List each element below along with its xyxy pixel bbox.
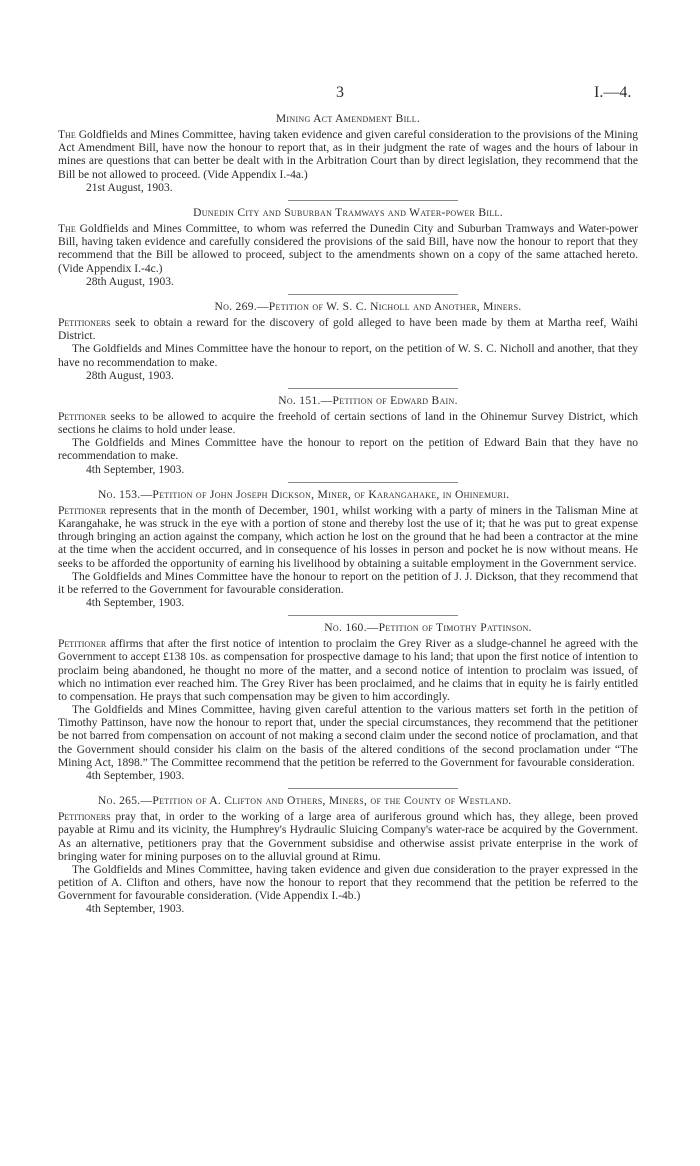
divider <box>288 615 458 616</box>
section-date: 4th September, 1903. <box>86 597 185 609</box>
section-date: 4th September, 1903. <box>86 769 185 782</box>
section-petition-265 <box>58 795 638 916</box>
divider <box>288 482 458 483</box>
paragraph-text: pray that, in order to the working of a large area of auriferous ground which has, they allege, been proved payable at Rimu and its vicinity, the Humphrey's Hydraulic Sluicing Company's water-race be acquired by the Government. As an alternative, petitioners pray that the Government subsidise and otherwise assist private enterprise in the work of bringing water for mining purposes on to the alluvial ground at Rimu. <box>58 811 638 863</box>
lead-word: Petitioner <box>58 410 107 423</box>
paragraph-text: Goldfields and Mines Committee, to whom was referred the Dunedin City and Suburban Tramways and Water-power Bill, having taken evidence and carefully considered the provisions of the said Bill, have now the honour to report that they recommend that the Bill be allowed to proceed, subject to the amendments shown on a copy of the same attached hereto. (Vide Appendix I.-4c.) <box>58 223 638 275</box>
paragraph <box>58 505 638 571</box>
lead-word: Petitioners <box>58 811 111 824</box>
lead-word: Petitioner <box>58 504 107 517</box>
paragraph-text: represents that in the month of December, 1901, whilst working with a party of miners in the Talisman Mine at Karangahake, he was struck in the eye with a portion of stone and thereby lost the use of it; that he was put to great expense through bringing an action against the company, which action he lost on the ground that he had been a contractor at the mine at the time when the accident occurred, and in consequence of his losses in person and pocket he is now without means. He seeks to be afforded the opportunity of earning his livelihood by obtaining a suitable employment in the Government service. <box>58 504 638 570</box>
paper-reference: I.—4. <box>594 84 632 101</box>
committee-report: The Goldfields and Mines Committee have the honour to report on the petition of J. J. Dickson, that they recommend that it be referred to the Government for favourable consideration. <box>58 570 638 596</box>
section-title: Dunedin City and Suburban Tramways and Water-power Bill. <box>193 206 503 219</box>
divider <box>288 294 458 295</box>
lead-word: The <box>58 223 76 236</box>
paragraph <box>58 223 638 276</box>
section-mining-act <box>58 113 638 201</box>
section-date: 4th September, 1903. <box>86 903 185 916</box>
section-title: No. 153.—Petition of John Joseph Dickson, Miner, of Karangahake, in Ohinemuri. <box>98 488 510 501</box>
paragraph <box>58 811 638 864</box>
paragraph-text: Goldfields and Mines Committee, having taken evidence and given careful consideration to the provisions of the Mining Act Amendment Bill, have now the honour to report that, as in their judgment the rate of wages and the hours of labour in mines are questions that can better be dealt with in the Arbitration Court than by direct legislation, they recommend that the Bill be not allowed to proceed. (Vide Appendix I.-4a.) <box>58 129 638 181</box>
paragraph-text: affirms that after the first notice of intention to proclaim the Grey River as a sludge-channel he agreed with the Government to accept £138 10s. as compensation for prospective damage to his land; that upon the first notice of intention to proclaim being abandoned, he thought no more of the matter, and a second notice of intention to proclaim was issued, of which no intimation ever reached him. The Grey River has been proclaimed, and he claims that in equity he is fairly entitled to compensation. He prays that such compensation may be given to him accordingly. <box>58 638 638 703</box>
section-dunedin-tramways <box>58 207 638 295</box>
paragraph <box>58 638 638 704</box>
paragraph-text: seeks to be allowed to acquire the freehold of certain sections of land in the Ohinemur Survey District, which sections he claims to hold under lease. <box>58 410 638 437</box>
paragraph-text: seek to obtain a reward for the discovery of gold alleged to have been made by them at Martha reef, Waihi District. <box>58 317 638 343</box>
paragraph <box>58 317 638 343</box>
section-date: 21st August, 1903. <box>86 181 173 194</box>
section-petition-151 <box>58 395 638 483</box>
divider <box>288 200 458 201</box>
committee-report: The Goldfields and Mines Committee have the honour to report, on the petition of W. S. C. Nicholl and another, that they have no recommendation to make. <box>58 343 638 369</box>
paragraph <box>58 129 638 182</box>
section-date: 4th September, 1903. <box>86 463 185 476</box>
paragraph <box>58 411 638 437</box>
section-title: No. 269.—Petition of W. S. C. Nicholl and Another, Miners. <box>214 300 522 313</box>
lead-word: The <box>58 129 76 142</box>
lead-word: Petitioner <box>58 638 107 651</box>
section-petition-160 <box>58 622 638 789</box>
section-date: 28th August, 1903. <box>86 275 174 288</box>
section-title: Mining Act Amendment Bill. <box>275 113 421 125</box>
section-petition-269 <box>58 301 638 389</box>
divider <box>288 388 458 389</box>
page-number: 3 <box>336 84 344 101</box>
committee-report: The Goldfields and Mines Committee, having taken evidence and given due consideration to the prayer expressed in the petition of A. Clifton and others, have now the honour to report that they recommend that the petition be referred to the Government for favourable consideration. (Vide Appendix I.-4b.) <box>58 863 638 903</box>
section-date: 28th August, 1903. <box>86 369 174 382</box>
section-petition-153 <box>58 489 638 616</box>
section-title: No. 160.—Petition of Timothy Pattinson. <box>324 622 532 635</box>
committee-report: The Goldfields and Mines Committee, having given careful attention to the various matters set forth in the petition of Timothy Pattinson, have now the honour to report that, under the special circumstances, they recommend that the petitioner be not barred from compensation on account of not making a second claim under the second notice of proclamation, and that the Government should consider his claim on the basis of the altered conditions of the second proclamation under “The Mining Act, 1898.” The Committee recommend that the petition be referred to the Government for favourable consideration. <box>58 704 638 769</box>
section-title: No. 151.—Petition of Edward Bain. <box>278 394 458 407</box>
section-title: No. 265.—Petition of A. Clifton and Others, Miners, of the County of Westland. <box>98 795 512 808</box>
lead-word: Petitioners <box>58 317 111 330</box>
committee-report: The Goldfields and Mines Committee have the honour to report on the petition of Edward Bain that they have no recommendation to make. <box>58 437 638 463</box>
report-body <box>58 113 638 916</box>
divider <box>288 788 458 789</box>
